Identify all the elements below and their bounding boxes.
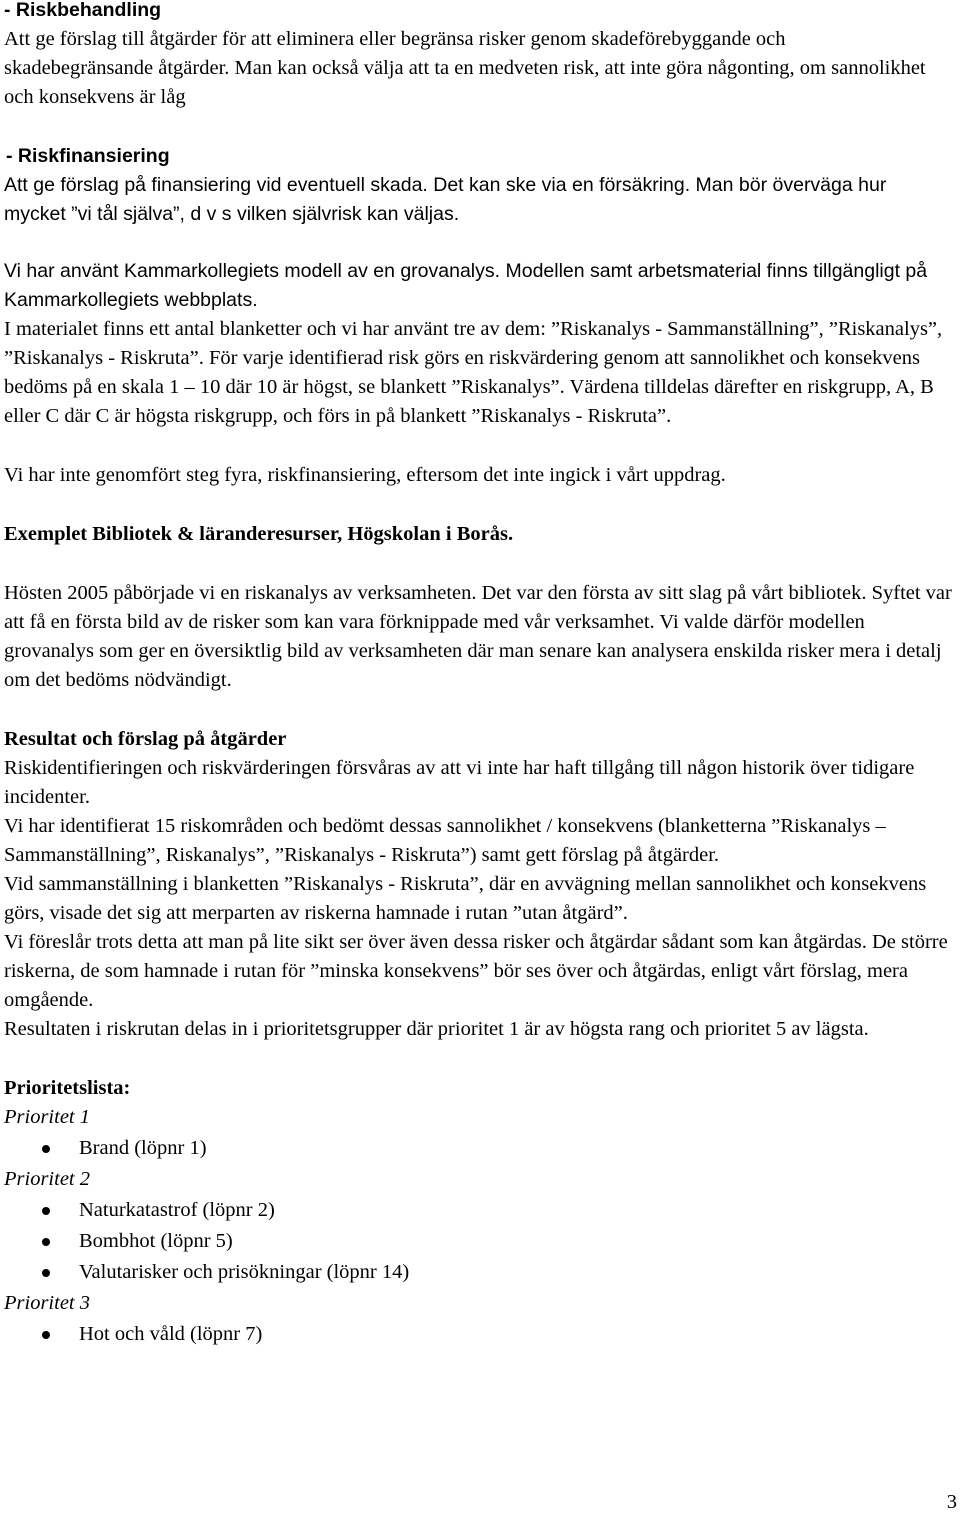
bullet-icon (42, 1207, 50, 1215)
metod-paragraph-2: I materialet finns ett antal blanketter och vi har använt tre av dem: ”Riskanalys - Sammanställning”, ”Riskanalys”, ”Riskanalys - Riskruta”. För varje identifierad risk görs en riskvärdering genom att sannolikhet och konsekvens bedöms på en skala 1 – 10 där 10 är högst, se blankett ”Riskanalys”. Värdena tilldelas därefter en riskgrupp, A, B eller C där C är högsta riskgrupp, och förs in på blankett ”Riskanalys - Riskruta”. (4, 318, 943, 427)
exempel-body: Hösten 2005 påbörjade vi en riskanalys av verksamheten. Det var den första av sitt slag på vårt bibliotek. Syftet var att få en första bild av de risker som kan vara förknippade med vår verksamhet. Vi valde därför modellen grovanalys som ger en översiktlig bild av verksamheten där man senare kan analysera enskilda risker mera i detalj om det bedöms nödvändigt. (4, 582, 952, 691)
riskfinansiering-heading: - Riskfinansiering (6, 145, 170, 167)
list-item (4, 1227, 956, 1256)
spacer (4, 549, 956, 579)
riskbehandling-heading: - Riskbehandling (4, 0, 162, 21)
bullet-icon (42, 1145, 50, 1153)
spacer (4, 112, 956, 142)
resultat-paragraph: Riskidentifieringen och riskvärderingen försvåras av att vi inte har haft tillgång till någon historik över tidigare incidenter. (4, 757, 915, 808)
priority-group-label: Prioritet 1 (4, 1106, 90, 1128)
spacer (4, 695, 956, 725)
spacer (4, 1044, 956, 1074)
list-item-label: Brand (löpnr 1) (79, 1137, 207, 1159)
resultat-paragraph: Vi föreslår trots detta att man på lite sikt ser över även dessa risker och åtgärdar sådant som kan åtgärdas. De större riskerna, de som hamnade i rutan för ”minska konsekvens” bör ses över och åtgärdas, enligt vårt förslag, mera omgående. (4, 931, 948, 1011)
riskbehandling-body: Att ge förslag till åtgärder för att eliminera eller begränsa risker genom skadeförebyggande och skadebegränsande åtgärder. Man kan också välja att ta en medveten risk, att inte göra någonting, om sannolikhet och konsekvens är låg (4, 28, 926, 108)
list-item (4, 1196, 956, 1225)
page-content (4, 0, 956, 1351)
list-item (4, 1134, 956, 1163)
priority-3-list (4, 1320, 956, 1349)
list-item (4, 1320, 956, 1349)
prioritetslista-heading: Prioritetslista: (4, 1077, 131, 1099)
priority-group-label: Prioritet 3 (4, 1292, 90, 1314)
resultat-paragraph: Vid sammanställning i blanketten ”Riskanalys - Riskruta”, där en avvägning mellan sannolikhet och konsekvens görs, visade det sig att merparten av riskerna hamnade i rutan ”utan åtgärd”. (4, 873, 927, 924)
list-item-label: Hot och våld (löpnr 7) (79, 1323, 263, 1345)
metod-paragraph-1: Vi har använt Kammarkollegiets modell av en grovanalys. Modellen samt arbetsmaterial finns tillgängligt på Kammarkollegiets webbplats. (4, 260, 928, 311)
list-item-label: Naturkatastrof (löpnr 2) (79, 1199, 275, 1221)
bullet-icon (42, 1269, 50, 1277)
priority-group-label: Prioritet 2 (4, 1168, 90, 1190)
spacer (4, 229, 956, 257)
bullet-icon (42, 1238, 50, 1246)
priority-1-list (4, 1134, 956, 1163)
list-item-label: Bombhot (löpnr 5) (79, 1230, 233, 1252)
list-item (4, 1258, 956, 1287)
metod-paragraph-3: Vi har inte genomfört steg fyra, riskfinansiering, eftersom det inte ingick i vårt uppdrag. (4, 464, 726, 486)
resultat-paragraph: Vi har identifierat 15 riskområden och bedömt dessas sannolikhet / konsekvens (blanketterna ”Riskanalys – Sammanställning”, Riskanalys”, ”Riskanalys - Riskruta”) samt gett förslag på åtgärder. (4, 815, 886, 866)
bullet-icon (42, 1331, 50, 1339)
spacer (4, 431, 956, 461)
exempel-heading: Exemplet Bibliotek & läranderesurser, Högskolan i Borås. (4, 523, 514, 545)
riskfinansiering-body: Att ge förslag på finansiering vid eventuell skada. Det kan ske via en försäkring. Man bör överväga hur mycket ”vi tål själva”, d v s vilken självrisk kan väljas. (4, 174, 887, 225)
resultat-paragraph: Resultaten i riskrutan delas in i prioritetsgrupper där prioritet 1 är av högsta rang och prioritet 5 av lägsta. (4, 1018, 869, 1040)
resultat-heading: Resultat och förslag på åtgärder (4, 728, 287, 750)
priority-2-list (4, 1196, 956, 1287)
list-item-label: Valutarisker och prisökningar (löpnr 14) (79, 1261, 410, 1283)
spacer (4, 490, 956, 520)
page-number: 3 (946, 1491, 957, 1513)
